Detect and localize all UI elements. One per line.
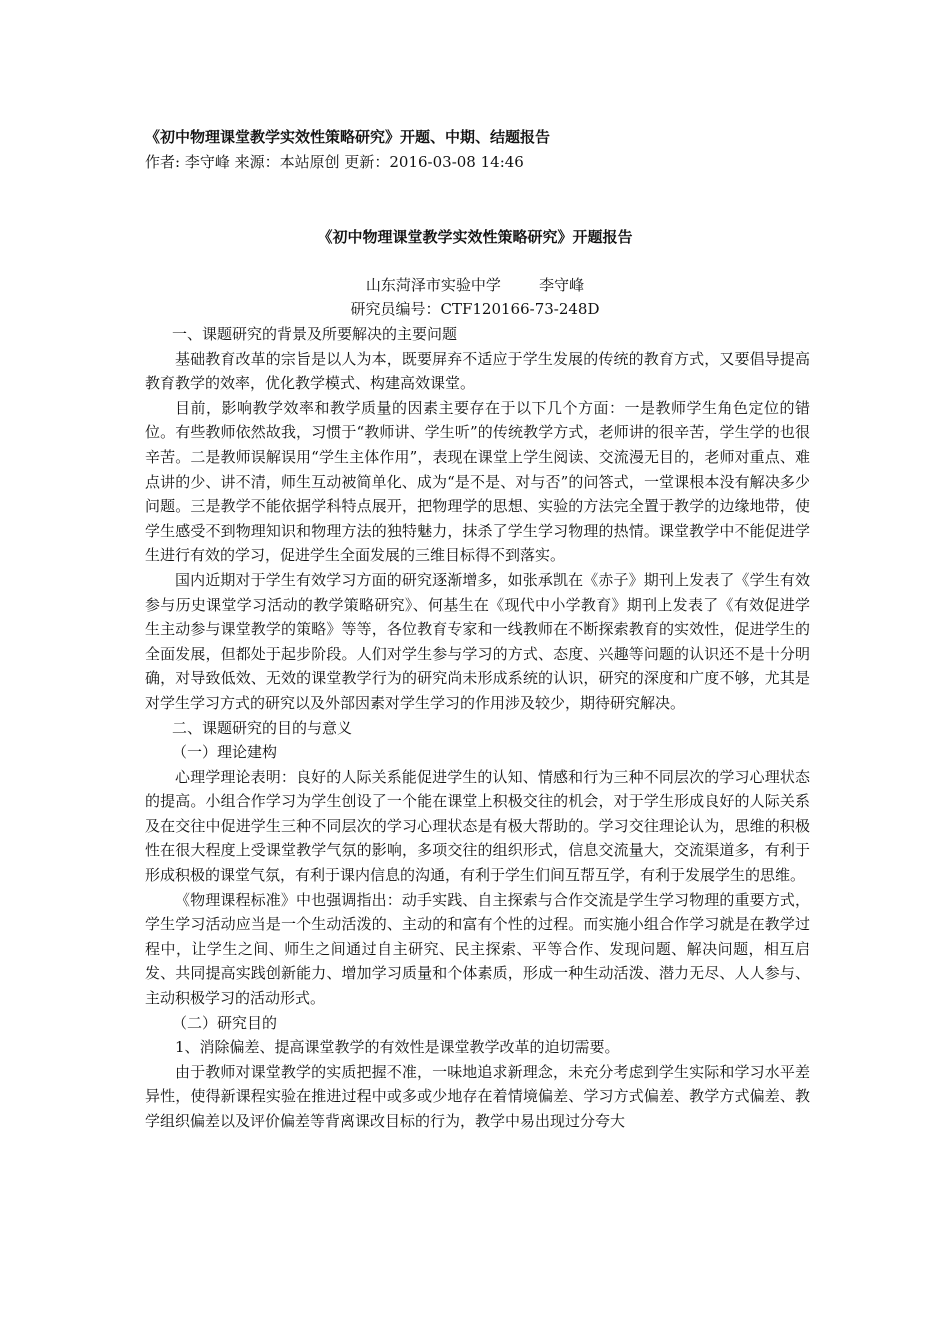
paragraph: 国内近期对于学生有效学习方面的研究逐渐增多，如张承凯在《赤子》期刊上发表了《学生有效参与历史课堂学习活动的教学策略研究》、何基生在《现代中小学教育》期刊上发表了《有效促进学生主动参与课堂教学的策略》等等，各位教育专家和一线教师在不断探索教育的实效性，促进学生的全面发展，但都处于起步阶段。人们对学生参与学习的方式、态度、兴趣等问题的认识还不是十分明确，对导致低效、无效的课堂教学行为的研究尚未形成系统的认识，研究的深度和广度不够，尤其是对学生学习方式的研究以及外部因素对学生学习的作用涉及较少，期待研究解决。 xyxy=(145,570,810,712)
paragraph: 由于教师对课堂教学的实质把握不准，一味地追求新理念，未充分考虑到学生实际和学习水平差异性，使得新课程实验在推进过程中或多或少地存在着情境偏差、学习方式偏差、教学方式偏差、教学组织偏差以及评价偏差等背离课改目标的行为，教学中易出现过分夸大 xyxy=(145,1062,810,1130)
paragraph: 目前，影响教学效率和教学质量的因素主要存在于以下几个方面：一是教师学生角色定位的错位。有些教师依然故我，习惯于“教师讲、学生听”的传统教学方式，老师讲的很辛苦，学生学的也很辛苦。二是教师误解误用“学生主体作用”，表现在课堂上学生阅读、交流漫无目的，老师对重点、难点讲的少、讲不清，师生互动被简单化、成为“是不是、对与否”的问答式，一堂课根本没有解决多少问题。三是教学不能依据学科特点展开，把物理学的思想、实验的方法完全置于教学的边缘地带，使学生感受不到物理知识和物理方法的独特魅力，抹杀了学生学习物理的热情。课堂教学中不能促进学生进行有效的学习，促进学生全面发展的三维目标得不到落实。 xyxy=(145,398,810,565)
paragraph: 1、消除偏差、提高课堂教学的有效性是课堂教学改革的迫切需要。 xyxy=(175,1038,620,1057)
paragraph: 心理学理论表明：良好的人际关系能促进学生的认知、情感和行为三种不同层次的学习心理状态的提高。小组合作学习为学生创设了一个能在课堂上积极交往的机会，对于学生形成良好的人际关系及在交往中促进学生三种不同层次的学习心理状态是有极大帮助的。学习交往理论认为，思维的积极性在很大程度上受课堂教学气氛的影响，多项交往的组织形式，信息交流量大，交流渠道多，有利于形成积极的课堂气氛，有利于课内信息的沟通，有利于学生们间互帮互学，有利于发展学生的思维。 xyxy=(145,767,810,885)
section-heading: 一、课题研究的背景及所要解决的主要问题 xyxy=(172,325,458,343)
paragraph: 基础教育改革的宗旨是以人为本，既要屏弃不适应于学生发展的传统的教育方式，又要倡导提高教育教学的效率，优化教学模式、构建高效课堂。 xyxy=(145,349,810,393)
author-affiliation: 山东菏泽市实验中学 李守峰 xyxy=(365,276,585,294)
subsection-heading: （一）理论建构 xyxy=(172,743,278,762)
report-title: 《初中物理课堂教学实效性策略研究》开题报告 xyxy=(317,228,633,246)
paragraph: 《物理课程标准》中也强调指出：动手实践、自主探索与合作交流是学生学习物理的重要方式，学生学习活动应当是一个生动活泼的、主动的和富有个性的过程。而实施小组合作学习就是在教学过程中，让学生之间、师生之间通过自主研究、民主探索、平等合作、发现问题、解决问题，相互启发、共同提高实践创新能力、增加学习质量和个体素质，形成一种生动活泼、潜力无尽、人人参与、主动积极学习的活动形式。 xyxy=(145,890,810,1008)
subsection-heading: （二）研究目的 xyxy=(172,1013,278,1032)
report-body xyxy=(145,322,810,1134)
byline: 作者: 李守峰 来源：本站原创 更新：2016-03-08 14:46 xyxy=(145,153,524,171)
document-title: 《初中物理课堂教学实效性策略研究》开题、中期、结题报告 xyxy=(145,128,551,146)
section-heading: 二、课题研究的目的与意义 xyxy=(172,718,353,737)
researcher-id: 研究员编号：CTF120166-73-248D xyxy=(350,300,600,318)
